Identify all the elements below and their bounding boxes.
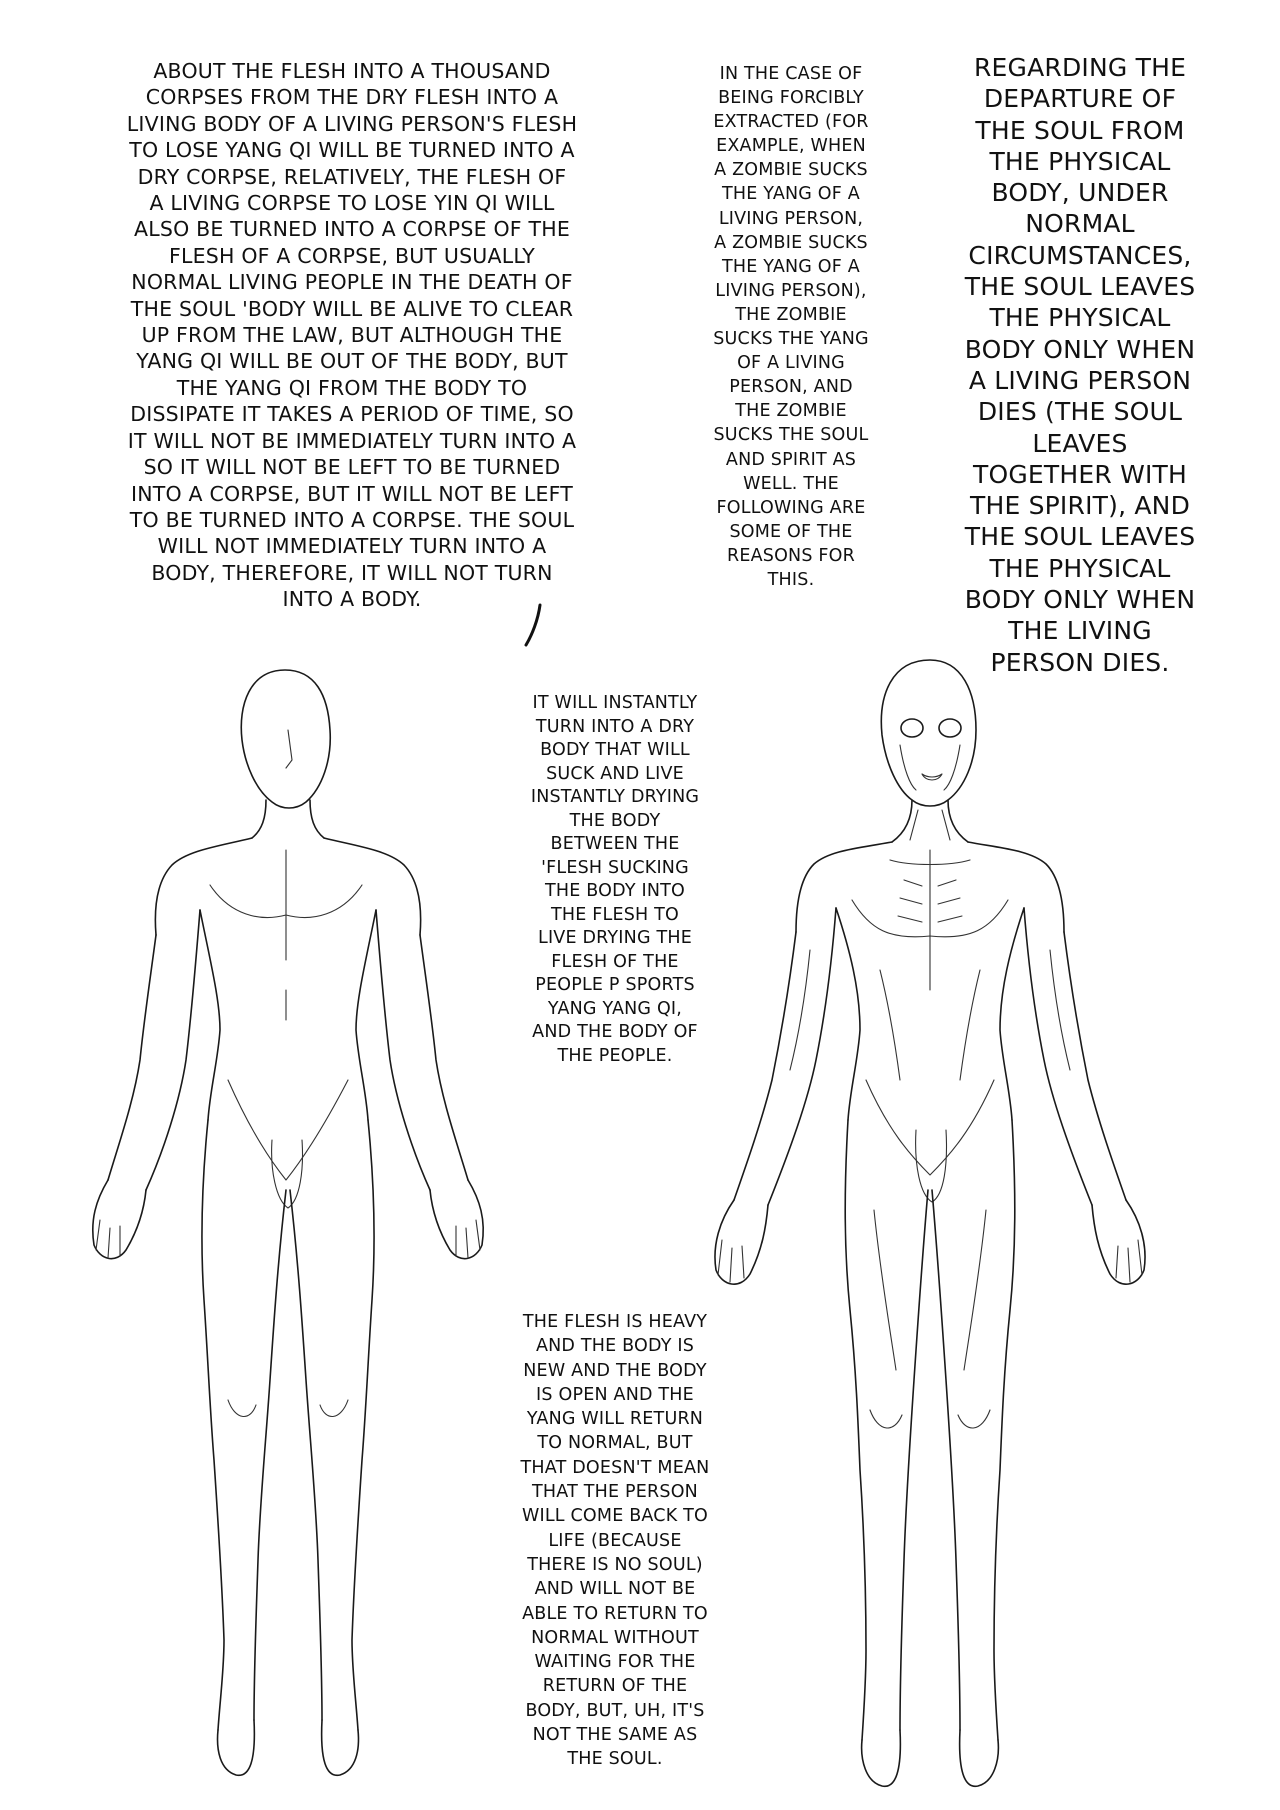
caption-top-middle: IN THE CASE OF BEING FORCIBLY EXTRACTED (FOR EXAMPLE, WHEN A ZOMBIE SUCKS THE YANG OF A LIVING PERSON, A ZOMBIE SUCKS THE YANG OF A LIVING PERSON), THE ZOMBIE SUCKS THE YANG OF A LIVING PERSON, AND THE ZOMBIE SUCKS THE SOUL AND SPIRIT AS WELL. THE FOLLOWING ARE SOME OF THE REASONS FOR THIS. xyxy=(713,64,869,590)
caption-center: IT WILL INSTANTLY TURN INTO A DRY BODY THAT WILL SUCK AND LIVE INSTANTLY DRYING THE BODY BETWEEN THE 'FLESH SUCKING THE BODY INTO THE FLESH TO LIVE DRYING THE FLESH OF THE PEOPLE P SPORTS YANG YANG QI, AND THE BODY OF THE PEOPLE. xyxy=(530,693,700,1066)
caption-top-left: ABOUT THE FLESH INTO A THOUSAND CORPSES FROM THE DRY FLESH INTO A LIVING BODY OF A LIVING PERSON'S FLESH TO LOSE YANG QI WILL BE TURNED INTO A DRY CORPSE, RELATIVELY, THE FLESH OF A LIVING CORPSE TO LOSE YIN QI WILL ALSO BE TURNED INTO A CORPSE OF THE FLESH OF A CORPSE, BUT USUALLY NORMAL LIVING PEOPLE IN THE DEATH OF THE SOUL 'BODY WILL BE ALIVE TO CLEAR UP FROM THE LAW, BUT ALTHOUGH THE YANG QI WILL BE OUT OF THE BODY, BUT THE YANG QI FROM THE BODY TO DISSIPATE IT TAKES A PERIOD OF TIME, SO IT WILL NOT BE IMMEDIATELY TURN INTO A SO IT WILL NOT BE LEFT TO BE TURNED INTO A CORPSE, BUT IT WILL NOT BE LEFT TO BE TURNED INTO A CORPSE. THE SOUL WILL NOT IMMEDIATELY TURN INTO A BODY, THEREFORE, IT WILL NOT TURN INTO A BODY. xyxy=(126,59,578,612)
dry-corpse-figure xyxy=(660,650,1220,1795)
caption-bottom: THE FLESH IS HEAVY AND THE BODY IS NEW AND THE BODY IS OPEN AND THE YANG WILL RETURN TO NORMAL, BUT THAT DOESN'T MEAN THAT THE PERSON WILL COME BACK TO LIFE (BECAUSE THERE IS NO SOUL) AND WILL NOT BE ABLE TO RETURN TO NORMAL WITHOUT WAITING FOR THE RETURN OF THE BODY, BUT, UH, IT'S NOT THE SAME AS THE SOUL. xyxy=(520,1312,710,1770)
living-body-figure xyxy=(60,660,560,1790)
skull-outline xyxy=(881,660,976,806)
head-outline xyxy=(241,670,330,808)
caption-top-right: REGARDING THE DEPARTURE OF THE SOUL FROM THE PHYSICAL BODY, UNDER NORMAL CIRCUMSTANCES, THE SOUL LEAVES THE PHYSICAL BODY ONLY WHEN A LIVING PERSON DIES (THE SOUL LEAVES TOGETHER WITH THE SPIRIT), AND THE SOUL LEAVES THE PHYSICAL BODY ONLY WHEN THE LIVING PERSON DIES. xyxy=(964,53,1196,677)
pen-stroke-mark xyxy=(520,600,550,650)
